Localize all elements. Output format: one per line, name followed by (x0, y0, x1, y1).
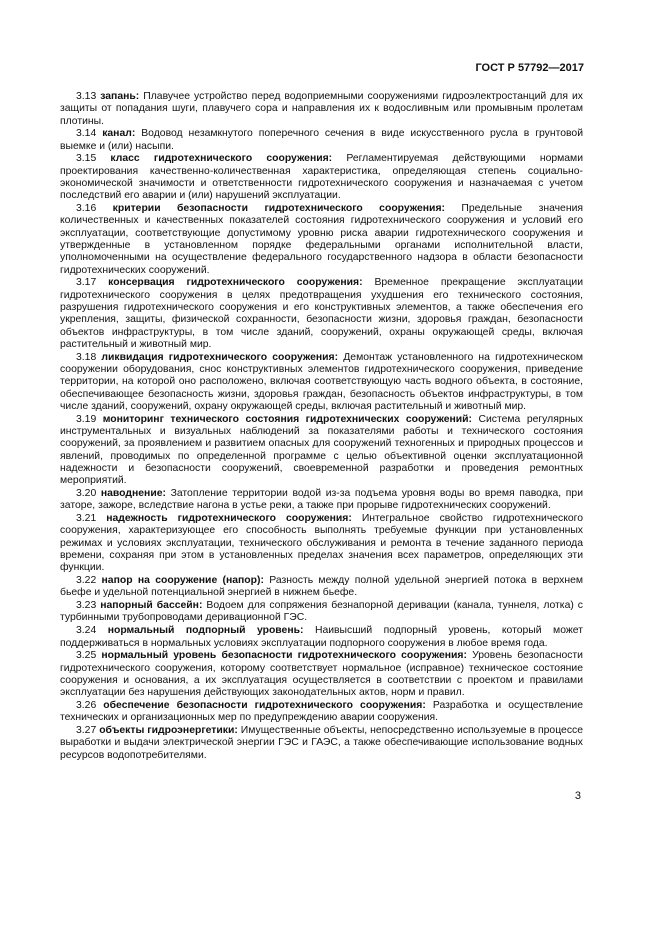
entry-number: 3.26 (76, 700, 97, 712)
definition-entry (60, 575, 583, 600)
definition-entry (60, 488, 583, 513)
entry-definition: Интегральное свойство гидротехнического сооружения, характеризующее его способность выполнять требуемые функции при установленных режимах и условиях эксплуатации, технического обслуживания и ремонта в течение заданного периода времени, сохраняя при этом в установленных пределах значения всех параметров, определяющих эти функции. (60, 513, 583, 574)
entry-definition: Регламентируемая действующими нормами проектирования качественно-количественная характеристика, определяющая степень социально-экономической значимости и ответственности гидротехнического сооружения и назначаемая с учетом последствий его аварии и (или) нарушений эксплуатации. (60, 153, 583, 202)
entry-term: нормальный подпорный уровень: (107, 625, 304, 637)
entry-term: консервация гидротехнического сооружения: (108, 277, 363, 289)
definition-entry (60, 91, 583, 128)
entry-term: обеспечение безопасности гидротехнического сооружения: (103, 700, 426, 712)
definition-entry (60, 414, 583, 488)
entry-definition: Водоем для сопряжения безнапорной деривации (канала, туннеля, лотка) с турбинными трубопроводами деривационной ГЭС. (60, 600, 583, 624)
entry-number: 3.18 (76, 351, 97, 363)
entry-definition: Система регулярных инструментальных и визуальных наблюдений за показателями работы и технического состояния сооружений, за проявлением и развитием опасных для сооружений техногенных и природных процессов и явлений, проводимых по определенной программе с целью объективной оценки эксплуатационной надежности и безопасности сооружений, своевременной разработки и проведения ремонтных мероприятий. (60, 413, 583, 487)
document-code: ГОСТ Р 57792—2017 (475, 62, 584, 74)
entry-definition: Предельные значения количественных и качественных показателей состояния гидротехнического сооружения и условий его эксплуатации, соответствующие допустимому уровню риска аварии гидротехнического сооружения и утвержденные в установленном порядке федеральными органами исполнительной власти, уполномоченными на осуществление федерального государственного надзора в области безопасности гидротехнических сооружений. (60, 203, 583, 276)
entry-term: нормальный уровень безопасности гидротехнического сооружения: (101, 650, 467, 662)
entry-number: 3.17 (76, 277, 97, 289)
entry-number: 3.13 (76, 91, 97, 102)
entry-term: запань: (100, 91, 140, 102)
entry-term: объекты гидроэнергетики: (99, 725, 238, 737)
entry-definition: Уровень безопасности гидротехнического сооружения, которому соответствует нормальное (исправное) техническое состояние сооружения и основания, а их эксплуатация осуществляется в соответствии с проектом и правилами эксплуатации без нарушения действующих законодательных актов, норм и правил. (60, 650, 583, 699)
entry-term: наводнение: (100, 488, 166, 499)
entry-number: 3.24 (76, 625, 97, 637)
entry-number: 3.14 (76, 128, 97, 140)
definition-entry (60, 513, 583, 574)
entry-definition: Временное прекращение эксплуатации гидротехнического сооружения в целях предотвращения ухудшения его технического состояния, разрушения гидротехнического сооружения и его конструктивных элементов, а также обеспечения его укрепления, защиты, физической сохранности, безопасности жизни, здоровья граждан, безопасности объектов инфраструктуры, в том числе зданий, сооружений, охраны окружающей среды, включая растительный и животный мир. (60, 277, 584, 350)
definition-entry (60, 128, 583, 153)
entry-definition: Демонтаж установленного на гидротехническом сооружении оборудования, снос конструктивных элементов гидротехнического сооружения, приведение территории, на которой оно расположено, включая соответствующую часть водного объекта, в состояние, обеспечивающее безопасность жизни, здоровья граждан, безопасность объектов инфраструктуры, в том числе зданий, сооружений, охрану окружающей среды, включая растительный и животный мир. (60, 351, 583, 412)
entry-term: мониторинг технического состояния гидротехнических сооружений: (102, 413, 472, 425)
entry-definition: Затопление территории водой из-за подъема уровня воды во время паводка, при заторе, зажоре, вследствие нагона в устье реки, а также при прорыве гидротехнических сооружений. (60, 488, 584, 512)
entry-term: канал: (102, 128, 136, 140)
entry-number: 3.22 (76, 575, 97, 587)
entry-definition: Имущественные объекты, непосредственно используемые в процессе выработки и выдачи электрической энергии ГЭС и ГАЭС, а также обеспечивающие использование водных ресурсов водопотребителями. (60, 725, 583, 761)
definition-entry (60, 203, 583, 277)
entry-number: 3.19 (76, 413, 97, 425)
entry-number: 3.16 (76, 203, 97, 215)
entry-definition: Разработка и осуществление технических и организационных мер по предупреждению аварии сооружения. (60, 700, 583, 724)
entry-number: 3.25 (76, 650, 97, 662)
entry-definition: Плавучее устройство перед водоприемными сооружениями гидроэлектростанций для их защиты от попадания шуги, плавучего сора и направления их к водосливным или промывным пролетам плотины. (60, 91, 583, 127)
entry-term: класс гидротехнического сооружения: (110, 153, 333, 165)
entry-term: напор на сооружение (напор): (101, 575, 264, 587)
entry-definition: Разность между полной удельной энергией потока в верхнем бьефе и удельной потенциальной энергией в нижнем бьефе. (60, 575, 584, 599)
definition-entry (60, 725, 583, 762)
definition-entry (60, 153, 583, 202)
definition-entry (60, 277, 583, 351)
document-body (60, 91, 583, 763)
entry-number: 3.21 (76, 513, 97, 525)
entry-number: 3.20 (76, 488, 97, 499)
entry-definition: Наивысший подпорный уровень, который может поддерживаться в нормальных условиях эксплуатации подпорного сооружения в любое время года. (60, 625, 583, 649)
entry-definition: Водовод незамкнутого поперечного сечения в виде искусственного русла в грунтовой выемке и (или) насыпи. (60, 128, 584, 152)
page-number: 3 (574, 790, 581, 802)
definition-entry (60, 352, 583, 413)
entry-number: 3.27 (76, 725, 97, 737)
definition-entry (60, 600, 583, 625)
entry-term: напорный бассейн: (100, 600, 203, 612)
entry-term: ликвидация гидротехнического сооружения: (101, 351, 339, 363)
entry-term: надежность гидротехнического сооружения: (106, 513, 352, 525)
entry-number: 3.23 (76, 600, 97, 612)
definition-entry (60, 700, 583, 725)
definition-entry (60, 650, 583, 699)
definition-entry (60, 625, 583, 650)
entry-number: 3.15 (76, 153, 97, 165)
entry-term: критерии безопасности гидротехнического сооружения: (112, 203, 445, 215)
